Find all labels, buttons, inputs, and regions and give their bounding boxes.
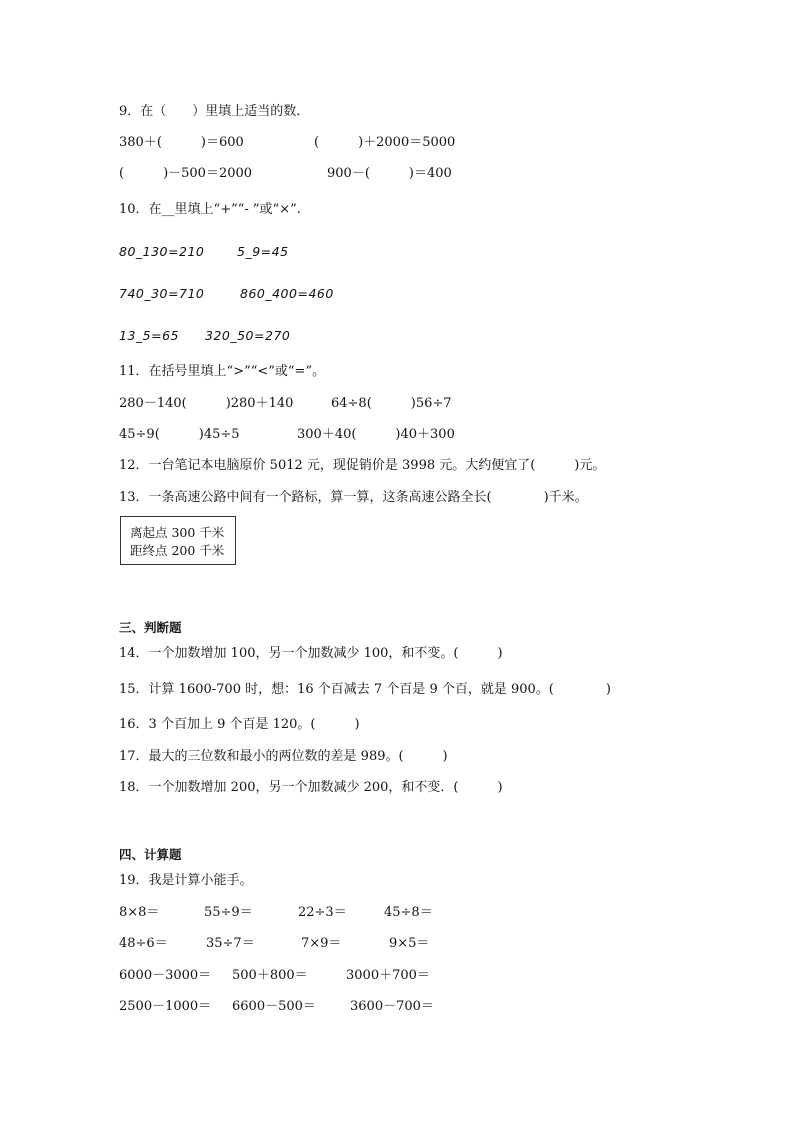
q11-title: 11．在括号里填上“>”“<”或“=”。 (119, 364, 326, 379)
q9-title: 9．在（ ）里填上适当的数． (119, 104, 310, 119)
section-4-heading: 四、计算题 (119, 847, 182, 862)
calc-item: 7×9＝ (301, 936, 342, 951)
calc-item: 6600－500＝ (232, 999, 316, 1014)
calc-item: 3600－700＝ (350, 999, 434, 1014)
q12-text: 12．一台笔记本电脑原价 5012 元，现促销价是 3998 元。大约便宜了( )元。 (119, 458, 606, 473)
q10-row3-a: 13_5=65 (119, 328, 179, 343)
q10-row3-b: 320_50=270 (205, 328, 291, 343)
q10-row2-a: 740_30=710 (119, 286, 205, 301)
q13-title: 13．一条高速公路中间有一个路标，算一算，这条高速公路全长( )千米。 (119, 490, 588, 505)
q11-item-d: 300＋40( )40＋300 (297, 427, 455, 442)
q9-item-c: ( )－500＝2000 (119, 166, 253, 181)
q9-item-a: 380＋( )＝600 (119, 135, 244, 150)
q10-row1-a: 80_130=210 (119, 244, 205, 259)
calc-item: 2500－1000＝ (119, 999, 212, 1014)
calc-item: 8×8＝ (119, 905, 160, 920)
q18-text: 18．一个加数增加 200，另一个加数减少 200，和不变．( ) (119, 780, 503, 795)
road-sign-box (120, 516, 236, 565)
q10-row2-b: 860_400=460 (240, 286, 334, 301)
q10-title: 10．在__里填上“+”“- ”或“×”. (119, 202, 301, 217)
q11-item-c: 45÷9( )45÷5 (119, 427, 240, 442)
section-3-heading: 三、判断题 (119, 620, 182, 635)
q19-text: 19．我是计算小能手。 (119, 873, 253, 888)
calc-item: 45÷8＝ (384, 905, 433, 920)
q14-text: 14．一个加数增加 100，另一个加数减少 100，和不变。( ) (119, 646, 503, 661)
road-sign-line-2: 距终点 200 千米 (130, 543, 225, 558)
q9-item-d: 900－( )＝400 (327, 166, 452, 181)
calc-item: 6000－3000＝ (119, 968, 212, 983)
q15-text: 15．计算 1600-700 时，想：16 个百减去 7 个百是 9 个百，就是 900。( ) (119, 682, 611, 697)
calc-item: 9×5＝ (389, 936, 430, 951)
q16-text: 16．3 个百加上 9 个百是 120。( ) (119, 717, 360, 732)
calc-item: 55÷9＝ (204, 905, 253, 920)
calc-item: 3000＋700＝ (346, 968, 430, 983)
q9-item-b: ( )＋2000＝5000 (314, 135, 456, 150)
road-sign-line-1: 离起点 300 千米 (130, 525, 225, 540)
q17-text: 17．最大的三位数和最小的两位数的差是 989。( ) (119, 749, 448, 764)
q11-item-b: 64÷8( )56÷7 (331, 396, 452, 411)
calc-item: 35÷7＝ (206, 936, 255, 951)
q10-row1-b: 5_9=45 (237, 244, 289, 259)
calc-item: 500＋800＝ (232, 968, 308, 983)
q11-item-a: 280－140( )280＋140 (119, 396, 294, 411)
calc-item: 22÷3＝ (298, 905, 347, 920)
calc-item: 48÷6＝ (119, 936, 168, 951)
